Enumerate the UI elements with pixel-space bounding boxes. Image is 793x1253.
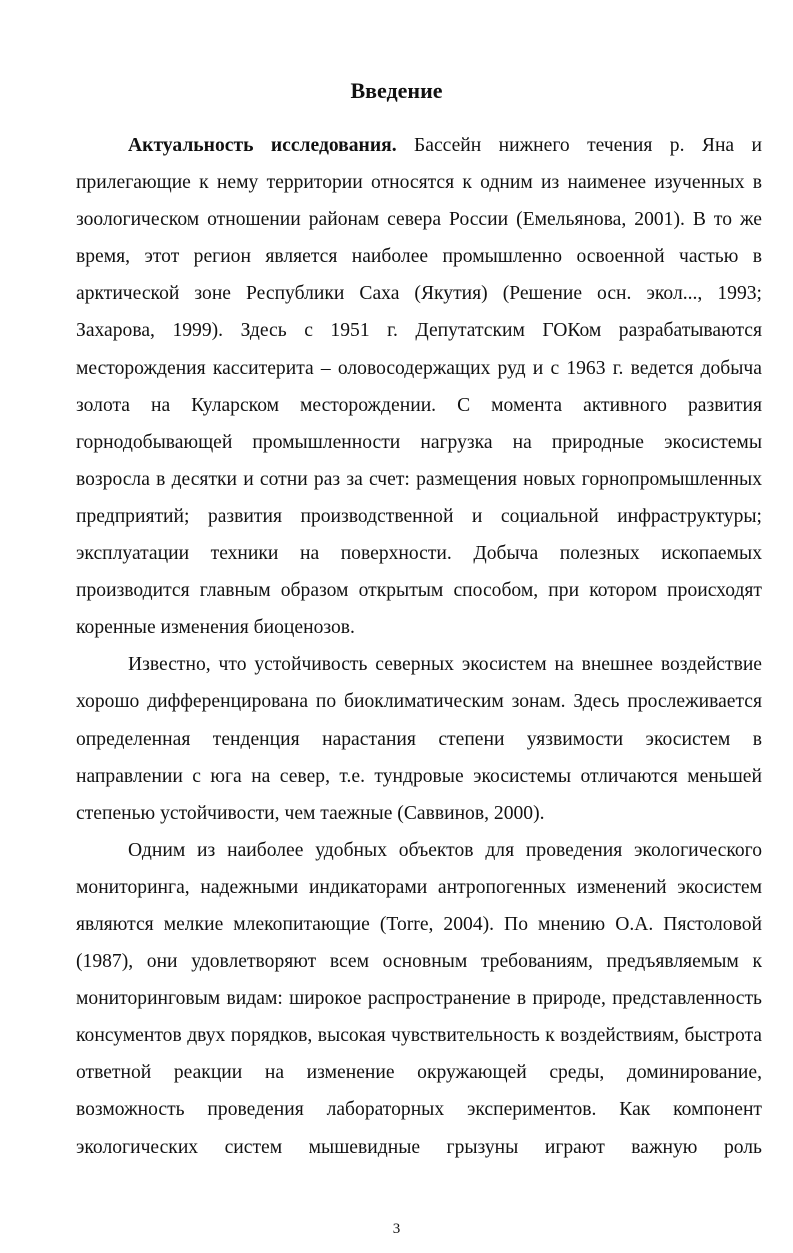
page-number: 3 bbox=[392, 1221, 401, 1237]
paragraph-ecosystem-stability bbox=[76, 646, 762, 831]
paragraph-relevance bbox=[76, 127, 762, 646]
paragraph-small-mammals bbox=[76, 832, 762, 1166]
body-text bbox=[76, 127, 762, 1166]
paragraph-lead-heading: Актуальность исследования. bbox=[128, 135, 397, 156]
page-title: Введение bbox=[350, 78, 443, 103]
paragraph-text: Бассейн нижнего течения р. Яна и прилегающие к нему территории относятся к одним из наименее изученных в зоологическом отношении районам севера России (Емельянова, 2001). В то же время, этот регион является наиболее промышленно освоенной частью в арктической зоне Республики Саха (Якутия) (Решение осн. экол..., 1993; Захарова, 1999). Здесь с 1951 г. Депутатским ГОКом разрабатываются месторождения касситерита – оловосодержащих руд и с 1963 г. ведется добыча золота на Куларском месторождении. С момента активного развития горнодобывающей промышленности нагрузка на природные экосистемы возросла в десятки и сотни раз за счет: размещения новых горнопромышленных предприятий; развития производственной и социальной инфраструктуры; эксплуатации техники на поверхности. Добыча полезных ископаемых производится главным образом открытым способом, при котором происходят коренные изменения биоценозов. bbox=[76, 135, 762, 639]
paragraph-text: Одним из наиболее удобных объектов для проведения экологического мониторинга, надежными индикаторами антропогенных изменений экосистем являются мелкие млекопитающие (Torre, 2004). По мнению О.А. Пястоловой (1987), они удовлетворяют всем основным требованиям, предъявляемым к мониторинговым видам: широкое распространение в природе, представленность консументов двух порядков, высокая чувствительность к воздействиям, быстрота ответной реакции на изменение окружающей среды, доминирование, возможность проведения лабораторных экспериментов. Как компонент экологических систем мышевидные грызуны играют важную роль bbox=[76, 839, 762, 1158]
paragraph-text: Известно, что устойчивость северных экосистем на внешнее воздействие хорошо дифференцирована по биоклиматическим зонам. Здесь прослеживается определенная тенденция нарастания степени уязвимости экосистем в направлении с юга на север, т.е. тундровые экосистемы отличаются меньшей степенью устойчивости, чем таежные (Саввинов, 2000). bbox=[76, 654, 762, 824]
